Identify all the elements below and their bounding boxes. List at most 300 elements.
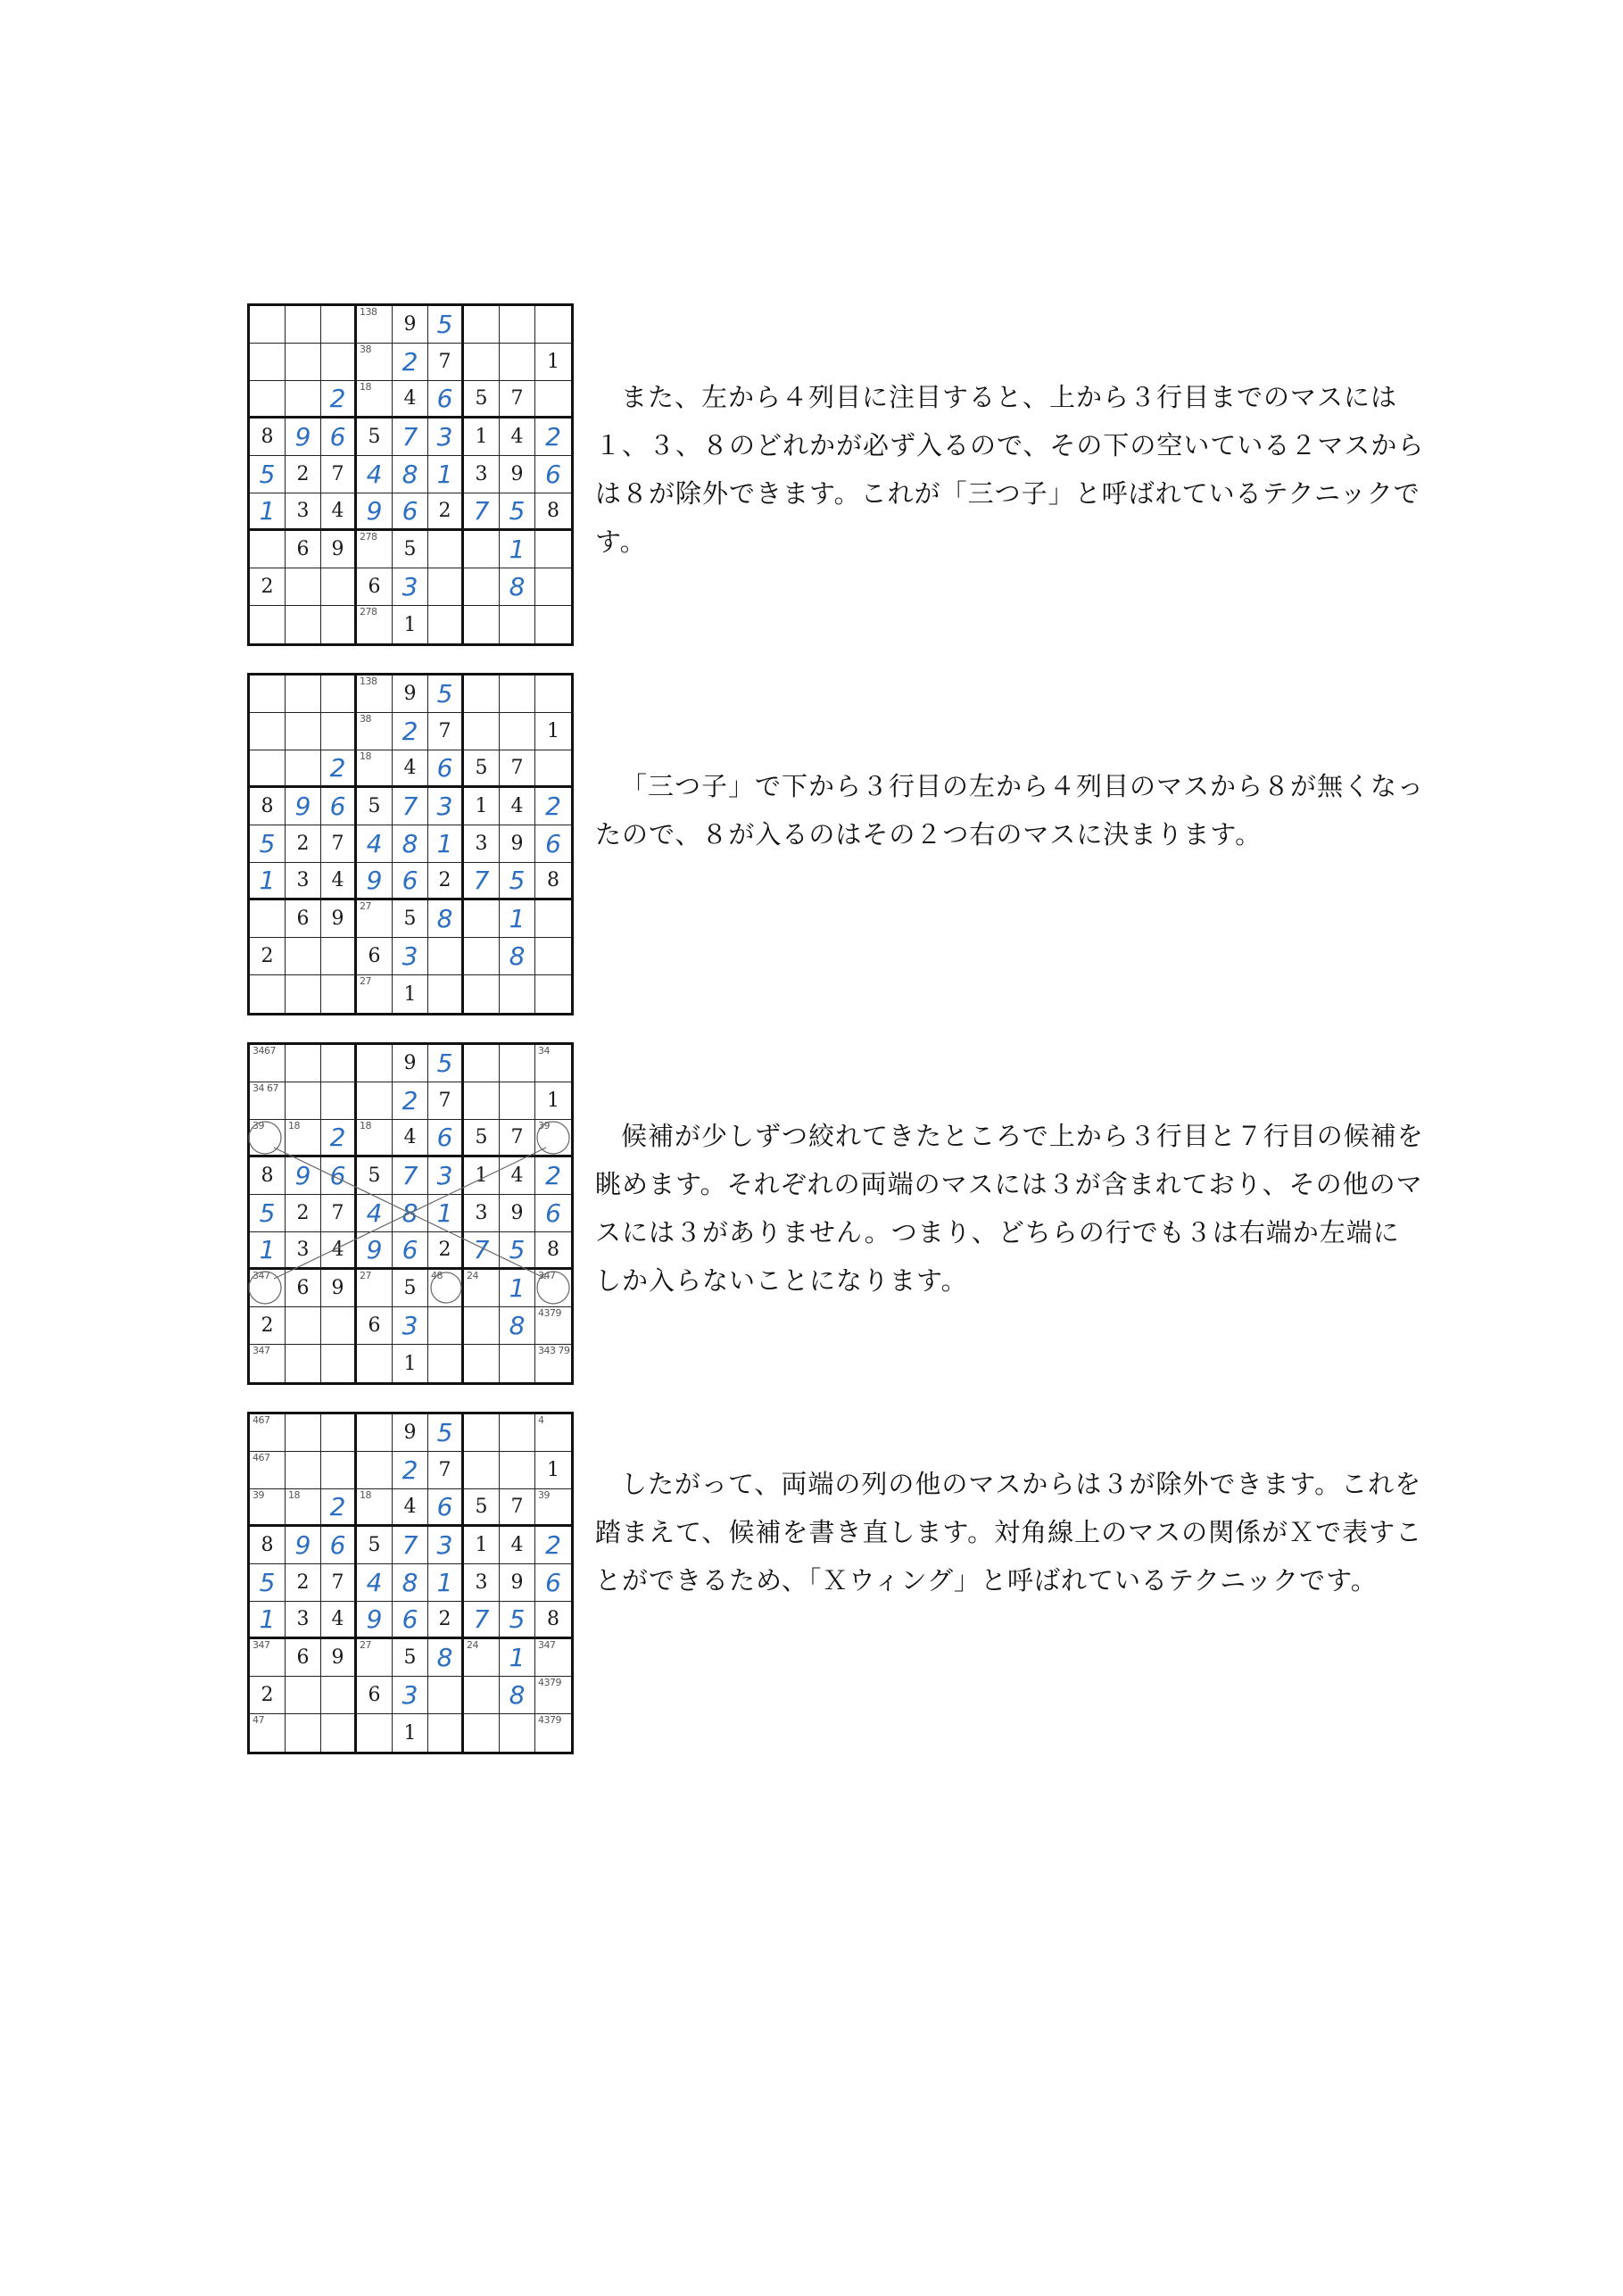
sudoku-cell bbox=[250, 1232, 286, 1270]
sudoku-cell bbox=[286, 456, 321, 493]
sudoku-grid bbox=[247, 1412, 574, 1754]
sudoku-cell bbox=[535, 1602, 571, 1639]
sudoku-cell bbox=[535, 1195, 571, 1232]
sudoku-cell bbox=[393, 1157, 428, 1195]
handwritten-digit: 1 bbox=[436, 829, 453, 858]
sudoku-cell bbox=[357, 1195, 393, 1232]
sudoku-cell bbox=[535, 938, 571, 975]
candidate-notes: 39 bbox=[253, 1489, 264, 1501]
candidate-notes: 47 bbox=[253, 1714, 264, 1726]
sudoku-cell bbox=[250, 1489, 286, 1527]
handwritten-digit: 3 bbox=[402, 572, 418, 601]
sudoku-cell bbox=[357, 1639, 393, 1677]
handwritten-digit: 6 bbox=[329, 1161, 346, 1190]
sudoku-cell bbox=[321, 1452, 357, 1489]
candidate-notes: 4379 bbox=[538, 1307, 561, 1319]
sudoku-cell bbox=[500, 1157, 535, 1195]
candidate-notes: 347 bbox=[253, 1639, 270, 1651]
sudoku-cell bbox=[428, 788, 464, 825]
sudoku-cell bbox=[535, 825, 571, 863]
sudoku-cell bbox=[500, 938, 535, 975]
step-4 bbox=[0, 1412, 1623, 1751]
sudoku-cell bbox=[500, 1120, 535, 1157]
sudoku-cell bbox=[321, 975, 357, 1013]
given-digit: 3 bbox=[296, 869, 310, 891]
sudoku-cell bbox=[286, 788, 321, 825]
sudoku-cell bbox=[250, 1045, 286, 1082]
sudoku-cell bbox=[250, 1714, 286, 1752]
given-digit: 8 bbox=[547, 1239, 559, 1261]
sudoku-cell bbox=[464, 825, 500, 863]
sudoku-cell bbox=[464, 1677, 500, 1714]
handwritten-digit: 6 bbox=[436, 1123, 453, 1152]
sudoku-cell bbox=[393, 568, 428, 606]
handwritten-digit: 6 bbox=[402, 866, 418, 895]
handwritten-digit: 3 bbox=[402, 1311, 418, 1340]
given-digit: 9 bbox=[403, 1052, 417, 1074]
given-digit: 7 bbox=[510, 757, 524, 779]
sudoku-cell bbox=[535, 900, 571, 938]
sudoku-cell bbox=[250, 1307, 286, 1345]
sudoku-cell bbox=[500, 1639, 535, 1677]
sudoku-cell bbox=[286, 1714, 321, 1752]
sudoku-cell bbox=[393, 1270, 428, 1307]
candidate-notes: 27 bbox=[360, 1270, 371, 1281]
candidate-notes: 138 bbox=[360, 306, 377, 318]
sudoku-cell bbox=[393, 825, 428, 863]
sudoku-cell bbox=[321, 1195, 357, 1232]
sudoku-cell bbox=[428, 1602, 464, 1639]
sudoku-cell bbox=[250, 975, 286, 1013]
given-digit: 7 bbox=[331, 1571, 344, 1594]
given-digit: 6 bbox=[296, 908, 310, 930]
sudoku-cell bbox=[464, 306, 500, 344]
sudoku-cell bbox=[321, 456, 357, 493]
given-digit: 5 bbox=[368, 426, 381, 448]
given-digit: 1 bbox=[403, 982, 417, 1006]
sudoku-cell bbox=[393, 900, 428, 938]
given-digit: 8 bbox=[261, 1165, 274, 1187]
given-digit: 3 bbox=[475, 1571, 488, 1594]
sudoku-cell bbox=[428, 975, 464, 1013]
sudoku-cell bbox=[393, 381, 428, 419]
sudoku-cell bbox=[321, 419, 357, 456]
sudoku-cell bbox=[428, 306, 464, 344]
given-digit: 8 bbox=[547, 500, 559, 522]
sudoku-cell bbox=[286, 1232, 321, 1270]
candidate-notes: 18 bbox=[288, 1120, 300, 1131]
sudoku-cell bbox=[393, 1120, 428, 1157]
handwritten-digit: 6 bbox=[545, 460, 561, 489]
given-digit: 5 bbox=[403, 538, 417, 560]
sudoku-cell bbox=[286, 900, 321, 938]
handwritten-digit: 4 bbox=[366, 1568, 383, 1597]
given-digit: 4 bbox=[331, 1239, 344, 1261]
sudoku-cell bbox=[321, 1677, 357, 1714]
given-digit: 1 bbox=[475, 1165, 488, 1187]
sudoku-cell bbox=[428, 344, 464, 381]
paragraph: 「三つ子」で下から３行目の左から４列目のマスから８が無くなったので、８が入るのはその２つ右のマスに決まります。 bbox=[595, 771, 1425, 850]
sudoku-cell bbox=[500, 1345, 535, 1382]
sudoku-cell bbox=[357, 1677, 393, 1714]
given-digit: 6 bbox=[368, 1684, 381, 1706]
handwritten-digit: 7 bbox=[402, 422, 418, 452]
sudoku-cell bbox=[393, 1527, 428, 1564]
candidate-notes: 467 bbox=[253, 1414, 270, 1426]
sudoku-cell bbox=[286, 975, 321, 1013]
sudoku-cell bbox=[535, 788, 571, 825]
given-digit: 7 bbox=[510, 1496, 524, 1518]
given-digit: 7 bbox=[331, 463, 344, 485]
handwritten-digit: 6 bbox=[436, 753, 453, 783]
sudoku-cell bbox=[250, 568, 286, 606]
given-digit: 1 bbox=[403, 1721, 417, 1745]
given-digit: 2 bbox=[296, 1202, 310, 1224]
handwritten-digit: 3 bbox=[436, 422, 453, 452]
handwritten-digit: 1 bbox=[259, 496, 276, 526]
sudoku-cell bbox=[250, 306, 286, 344]
sudoku-cell bbox=[250, 1195, 286, 1232]
handwritten-digit: 8 bbox=[509, 1311, 526, 1340]
sudoku-cell bbox=[500, 1677, 535, 1714]
handwritten-digit: 5 bbox=[436, 1049, 453, 1078]
sudoku-cell bbox=[321, 713, 357, 750]
sudoku-cell bbox=[535, 1564, 571, 1602]
sudoku-cell bbox=[286, 863, 321, 900]
candidate-notes: 27 bbox=[360, 1639, 371, 1651]
sudoku-cell bbox=[535, 1120, 571, 1157]
sudoku-cell bbox=[428, 1714, 464, 1752]
sudoku-cell bbox=[500, 1489, 535, 1527]
sudoku-cell bbox=[286, 531, 321, 568]
given-digit: 2 bbox=[438, 869, 451, 891]
sudoku-cell bbox=[428, 1232, 464, 1270]
sudoku-cell bbox=[500, 419, 535, 456]
candidate-notes: 4379 bbox=[538, 1714, 561, 1726]
given-digit: 3 bbox=[475, 833, 488, 855]
given-digit: 9 bbox=[331, 908, 344, 930]
sudoku-cell bbox=[321, 606, 357, 643]
handwritten-digit: 2 bbox=[329, 1492, 346, 1521]
sudoku-cell bbox=[428, 863, 464, 900]
handwritten-digit: 8 bbox=[436, 904, 453, 933]
sudoku-cell bbox=[286, 1157, 321, 1195]
handwritten-digit: 7 bbox=[473, 866, 490, 895]
handwritten-digit: 2 bbox=[402, 1455, 418, 1485]
handwritten-digit: 2 bbox=[402, 1086, 418, 1115]
given-digit: 1 bbox=[475, 426, 488, 448]
sudoku-cell bbox=[393, 1082, 428, 1120]
sudoku-cell bbox=[464, 1232, 500, 1270]
sudoku-cell bbox=[535, 344, 571, 381]
given-digit: 7 bbox=[331, 833, 344, 855]
sudoku-cell bbox=[535, 306, 571, 344]
sudoku-cell bbox=[357, 493, 393, 531]
sudoku-cell bbox=[357, 1157, 393, 1195]
sudoku-cell bbox=[464, 676, 500, 713]
sudoku-cell bbox=[321, 1082, 357, 1120]
sudoku-cell bbox=[321, 381, 357, 419]
sudoku-cell bbox=[393, 531, 428, 568]
candidate-notes: 138 bbox=[360, 676, 377, 687]
handwritten-digit: 6 bbox=[545, 1568, 561, 1597]
given-digit: 3 bbox=[475, 463, 488, 485]
sudoku-cell bbox=[357, 1232, 393, 1270]
sudoku-cell bbox=[321, 1602, 357, 1639]
sudoku-cell bbox=[428, 419, 464, 456]
given-digit: 5 bbox=[368, 1165, 381, 1187]
sudoku-cell bbox=[393, 1714, 428, 1752]
sudoku-cell bbox=[357, 381, 393, 419]
candidate-notes: 24 bbox=[467, 1639, 478, 1651]
handwritten-digit: 1 bbox=[259, 866, 276, 895]
sudoku-cell bbox=[321, 1045, 357, 1082]
sudoku-cell bbox=[464, 381, 500, 419]
given-digit: 2 bbox=[261, 576, 274, 598]
sudoku-cell bbox=[500, 1564, 535, 1602]
sudoku-cell bbox=[393, 1345, 428, 1382]
handwritten-digit: 1 bbox=[259, 1235, 276, 1264]
handwritten-digit: 2 bbox=[545, 422, 561, 452]
sudoku-cell bbox=[500, 713, 535, 750]
given-digit: 4 bbox=[403, 757, 417, 779]
sudoku-cell bbox=[428, 1345, 464, 1382]
sudoku-cell bbox=[535, 381, 571, 419]
handwritten-digit: 8 bbox=[509, 941, 526, 971]
sudoku-cell bbox=[393, 1045, 428, 1082]
sudoku-cell bbox=[535, 531, 571, 568]
sudoku-cell bbox=[535, 1452, 571, 1489]
sudoku-cell bbox=[428, 676, 464, 713]
sudoku-cell bbox=[286, 750, 321, 788]
sudoku-cell bbox=[500, 1527, 535, 1564]
sudoku-cell bbox=[500, 1082, 535, 1120]
given-digit: 1 bbox=[475, 1534, 488, 1556]
sudoku-cell bbox=[357, 531, 393, 568]
sudoku-cell bbox=[286, 1452, 321, 1489]
sudoku-cell bbox=[286, 825, 321, 863]
sudoku-cell bbox=[357, 1345, 393, 1382]
sudoku-cell bbox=[428, 1414, 464, 1452]
sudoku-cell bbox=[286, 1307, 321, 1345]
sudoku-cell bbox=[250, 1157, 286, 1195]
given-digit: 7 bbox=[438, 351, 451, 373]
sudoku-cell bbox=[464, 1195, 500, 1232]
sudoku-cell bbox=[535, 419, 571, 456]
handwritten-digit: 2 bbox=[402, 347, 418, 377]
candidate-notes: 3467 bbox=[253, 1045, 276, 1057]
sudoku-cell bbox=[286, 419, 321, 456]
sudoku-cell bbox=[357, 1082, 393, 1120]
sudoku-cell bbox=[464, 1157, 500, 1195]
given-digit: 2 bbox=[261, 1684, 274, 1706]
sudoku-cell bbox=[357, 1414, 393, 1452]
step-3 bbox=[0, 1042, 1623, 1381]
sudoku-cell bbox=[357, 1120, 393, 1157]
sudoku-cell bbox=[464, 1527, 500, 1564]
sudoku-cell bbox=[464, 1602, 500, 1639]
given-digit: 9 bbox=[403, 683, 417, 705]
given-digit: 2 bbox=[261, 945, 274, 967]
handwritten-digit: 5 bbox=[259, 1568, 276, 1597]
given-digit: 2 bbox=[438, 1239, 451, 1261]
sudoku-cell bbox=[535, 1232, 571, 1270]
sudoku-cell bbox=[535, 676, 571, 713]
handwritten-digit: 9 bbox=[366, 496, 383, 526]
sudoku-cell bbox=[535, 1677, 571, 1714]
sudoku-cell bbox=[250, 1602, 286, 1639]
sudoku-cell bbox=[357, 1270, 393, 1307]
sudoku-cell bbox=[393, 1564, 428, 1602]
sudoku-cell bbox=[357, 1045, 393, 1082]
sudoku-cell bbox=[393, 1414, 428, 1452]
handwritten-digit: 2 bbox=[545, 1161, 561, 1190]
sudoku-cell bbox=[535, 606, 571, 643]
given-digit: 4 bbox=[403, 387, 417, 410]
given-digit: 8 bbox=[261, 426, 274, 448]
candidate-notes: 34 bbox=[538, 1045, 550, 1057]
handwritten-digit: 9 bbox=[294, 422, 311, 452]
sudoku-cell bbox=[428, 1195, 464, 1232]
sudoku-cell bbox=[464, 1045, 500, 1082]
sudoku-cell bbox=[464, 1270, 500, 1307]
sudoku-cell bbox=[250, 1452, 286, 1489]
sudoku-cell bbox=[500, 493, 535, 531]
paragraph: また、左から４列目に注目すると、上から３行目までのマスには１、３、８のどれかが必ず入るので、その下の空いている２マスからは８が除外できます。これが「三つ子」と呼ばれているテクニックです。 bbox=[595, 382, 1425, 557]
handwritten-digit: 8 bbox=[436, 1643, 453, 1672]
handwritten-digit: 8 bbox=[402, 1198, 418, 1228]
candidate-notes: 347 bbox=[253, 1345, 270, 1356]
given-digit: 9 bbox=[510, 833, 524, 855]
sudoku-cell bbox=[535, 975, 571, 1013]
sudoku-grid bbox=[247, 1042, 574, 1385]
sudoku-cell bbox=[357, 1452, 393, 1489]
step-1 bbox=[0, 303, 1623, 642]
explanation-text bbox=[595, 373, 1425, 566]
sudoku-cell bbox=[535, 1527, 571, 1564]
sudoku-cell bbox=[250, 938, 286, 975]
sudoku-cell bbox=[286, 606, 321, 643]
given-digit: 7 bbox=[438, 1090, 451, 1112]
given-digit: 4 bbox=[510, 795, 524, 817]
handwritten-digit: 4 bbox=[366, 829, 383, 858]
handwritten-digit: 1 bbox=[259, 1604, 276, 1634]
given-digit: 5 bbox=[368, 795, 381, 817]
given-digit: 9 bbox=[403, 1422, 417, 1444]
sudoku-cell bbox=[250, 493, 286, 531]
sudoku-cell bbox=[428, 531, 464, 568]
sudoku-cell bbox=[286, 1639, 321, 1677]
sudoku-cell bbox=[321, 788, 357, 825]
sudoku-cell bbox=[250, 419, 286, 456]
sudoku-cell bbox=[500, 306, 535, 344]
sudoku-cell bbox=[428, 1045, 464, 1082]
sudoku-cell bbox=[286, 713, 321, 750]
sudoku-cell bbox=[393, 975, 428, 1013]
handwritten-digit: 9 bbox=[366, 1604, 383, 1634]
sudoku-cell bbox=[250, 1082, 286, 1120]
sudoku-cell bbox=[428, 1527, 464, 1564]
sudoku-cell bbox=[250, 1345, 286, 1382]
handwritten-digit: 6 bbox=[402, 496, 418, 526]
given-digit: 2 bbox=[261, 1314, 274, 1337]
sudoku-cell bbox=[428, 1677, 464, 1714]
handwritten-digit: 3 bbox=[436, 1161, 453, 1190]
sudoku-cell bbox=[464, 344, 500, 381]
candidate-notes: 24 bbox=[467, 1270, 478, 1281]
candidate-notes: 467 bbox=[253, 1452, 270, 1463]
sudoku-cell bbox=[535, 1307, 571, 1345]
sudoku-cell bbox=[393, 344, 428, 381]
sudoku-cell bbox=[321, 1345, 357, 1382]
candidate-notes: 39 bbox=[538, 1120, 550, 1131]
sudoku-cell bbox=[357, 825, 393, 863]
explanation-text bbox=[595, 1112, 1425, 1305]
sudoku-cell bbox=[464, 1564, 500, 1602]
sudoku-cell bbox=[535, 1639, 571, 1677]
sudoku-cell bbox=[286, 1564, 321, 1602]
sudoku-cell bbox=[428, 1452, 464, 1489]
sudoku-cell bbox=[464, 1639, 500, 1677]
sudoku-cell bbox=[286, 493, 321, 531]
candidate-notes: 39 bbox=[253, 1120, 264, 1131]
sudoku-cell bbox=[321, 900, 357, 938]
sudoku-cell bbox=[535, 1489, 571, 1527]
sudoku-cell bbox=[464, 568, 500, 606]
given-digit: 1 bbox=[403, 1352, 417, 1375]
given-digit: 5 bbox=[403, 1646, 417, 1669]
handwritten-digit: 2 bbox=[402, 717, 418, 746]
handwritten-digit: 6 bbox=[545, 829, 561, 858]
sudoku-cell bbox=[286, 568, 321, 606]
sudoku-cell bbox=[357, 1527, 393, 1564]
handwritten-digit: 6 bbox=[402, 1604, 418, 1634]
given-digit: 6 bbox=[368, 1314, 381, 1337]
sudoku-cell bbox=[500, 531, 535, 568]
sudoku-cell bbox=[464, 938, 500, 975]
candidate-notes: 278 bbox=[360, 531, 377, 543]
sudoku-cell bbox=[393, 493, 428, 531]
sudoku-cell bbox=[535, 1270, 571, 1307]
given-digit: 9 bbox=[510, 1202, 524, 1224]
given-digit: 3 bbox=[296, 500, 310, 522]
sudoku-cell bbox=[500, 1414, 535, 1452]
sudoku-cell bbox=[250, 606, 286, 643]
sudoku-cell bbox=[535, 493, 571, 531]
candidate-notes: 34 67 bbox=[253, 1082, 278, 1094]
given-digit: 1 bbox=[547, 720, 559, 742]
sudoku-cell bbox=[500, 1045, 535, 1082]
sudoku-cell bbox=[286, 344, 321, 381]
given-digit: 6 bbox=[296, 538, 310, 560]
given-digit: 1 bbox=[547, 351, 559, 373]
sudoku-cell bbox=[321, 1157, 357, 1195]
sudoku-cell bbox=[464, 456, 500, 493]
handwritten-digit: 6 bbox=[329, 422, 346, 452]
sudoku-grid bbox=[247, 303, 574, 646]
given-digit: 9 bbox=[403, 313, 417, 336]
given-digit: 4 bbox=[403, 1126, 417, 1148]
sudoku-cell bbox=[428, 1564, 464, 1602]
given-digit: 4 bbox=[403, 1496, 417, 1518]
sudoku-cell bbox=[464, 493, 500, 531]
sudoku-cell bbox=[464, 419, 500, 456]
handwritten-digit: 5 bbox=[259, 1198, 276, 1228]
sudoku-cell bbox=[500, 456, 535, 493]
given-digit: 8 bbox=[547, 1608, 559, 1630]
sudoku-cell bbox=[357, 713, 393, 750]
sudoku-cell bbox=[286, 1082, 321, 1120]
